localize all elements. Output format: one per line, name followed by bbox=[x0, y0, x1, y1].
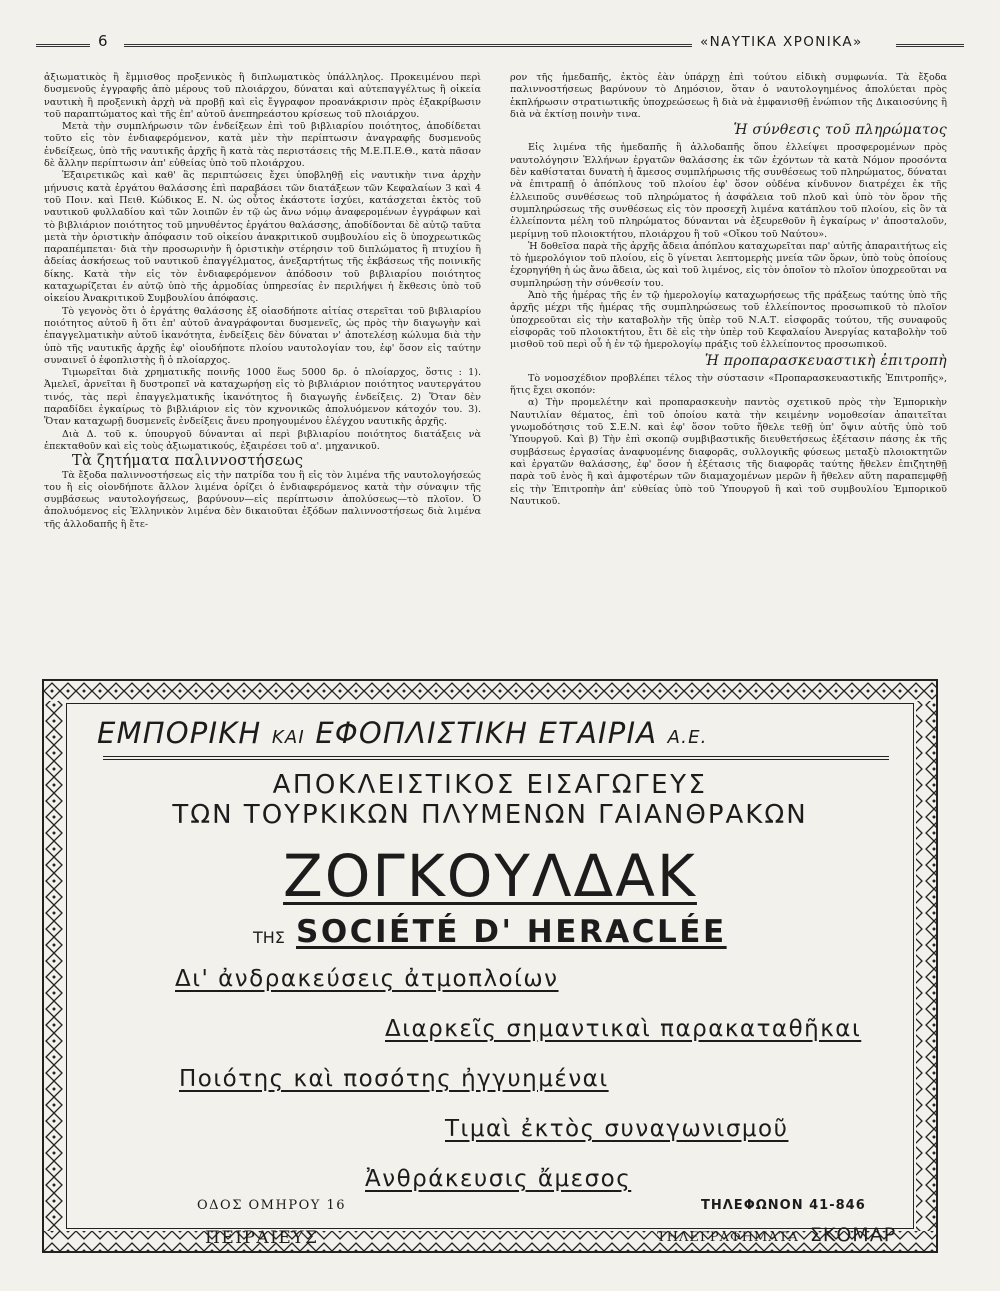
brand-name: ΖΟΓΚΟΥΛΔΑΚ bbox=[283, 842, 697, 910]
supplier-prefix: ΤΗΣ bbox=[253, 928, 285, 947]
company-title-and: ΚΑΙ bbox=[271, 727, 305, 748]
page-header bbox=[36, 32, 964, 54]
slogan: Ποιότης καὶ ποσότης ἠγγυημέναι bbox=[179, 1066, 609, 1092]
paragraph: Εἰς λιμένα τῆς ἡμεδαπῆς ἢ ἀλλοδαπῆς ὅπου ἐλλείψει προσφερομένων πρὸς ναυτολόγησιν Ἑλλήνων ἐργατῶν θαλάσσης ἐκ τῶν ἐχόντων τὰ κατὰ Νόμον προσόντα δὲν καθίσταται δυνατὴ ἡ ἄμεσος συμπλήρωσις τῆς συνθέσεως τοῦ πληρώματος, δύναται νὰ ἐπιτραπῇ ὁ ἀπόπλους τοῦ πλοίου ἐφ' ὅσον οὐδένα κίνδυνον διατρέχει ἐκ τῆς ἐλλειποῦς συνθέσεως τοῦ πληρώματος ἡ ἀσφάλεια τοῦ πλοῦ καὶ ὑπὸ τὸν ὅρον τῆς συμπληρώσεως τῆς συνθέσεως εἰς τὸν προσεχῆ λιμένα κατάπλου τοῦ πλοίου, εἰς ὃν τὰ ἐλλείποντα μέλη τοῦ πληρώματος δύνανται νὰ ἐξευρεθοῦν ἢ ἐγκαίρως ν' ἀποσταλοῦν, μερίμνῃ τοῦ πλοιοκτήτου, πλοιάρχου ἢ τοῦ «Οἴκου τοῦ Ναύτου». bbox=[510, 142, 947, 240]
paragraph: Τὰ ἔξοδα παλιννοστήσεως εἰς τὴν πατρίδα του ἢ εἰς τὸν λιμένα τῆς ναυτολογήσεώς του ἢ εἰς οἱονδήποτε ἄλλον λιμένα ὁρίζει ὁ ἐνδιαφερόμενος κατὰ τὴν σύναψιν τῆς συμβάσεως ναυτολογήσεως, βαρύνουν—εἰς περίπτωσιν ἀπολύσεως—τὸ πλοῖον. Ὁ ἀπολυόμενος εἰς Ἑλληνικὸν λιμένα δὲν δικαιοῦται ἐξόδων παλιννοστήσεως διὰ λιμένα τῆς ἀλλοδαπῆς ἢ ἔτε- bbox=[44, 469, 481, 530]
company-title-part: ΕΦΟΠΛΙΣΤΙΚΗ ΕΤΑΙΡΙΑ bbox=[304, 716, 668, 750]
section-heading-repatriation: Τὰ ζητήματα παλιννοστήσεως bbox=[72, 453, 304, 470]
paragraph: Τὸ νομοσχέδιον προβλέπει τέλος τὴν σύστασιν «Προπαρασκευαστικῆς Ἐπιτροπῆς», ἥτις ἔχει σκοπόν: bbox=[510, 372, 947, 397]
header-rule-right bbox=[896, 44, 964, 47]
company-title bbox=[97, 716, 887, 752]
section-heading-crew-composition: Ἡ σύνθεσις τοῦ πληρώματος bbox=[733, 122, 947, 139]
company-title-suffix: Α.Ε. bbox=[667, 727, 708, 748]
telegraph-value: ΣΚΟΜΑΡ bbox=[809, 1224, 897, 1246]
telegraph-address bbox=[657, 1224, 896, 1246]
paragraph: Ἀπὸ τῆς ἡμέρας τῆς ἐν τῷ ἡμερολογίῳ καταχωρήσεως τῆς πράξεως ταύτης ὑπὸ τῆς ἀρχῆς μέχρι τῆς ἡμέρας τῆς συμπληρώσεως τοῦ ἐλλείποντος προσωπικοῦ τὸ πλοῖον ὑποχρεοῦται εἰς τὴν καταβολὴν τῆς ὑπὲρ τοῦ Ν.Α.Τ. εἰσφορᾶς τούτου, τῆς συναφοῦς εἰσφορᾶς τοῦ πλοιοκτήτου, ἔτι δὲ εἰς τὴν ὑπὲρ τοῦ Κεφαλαίου Ἀνεργίας καταβολὴν τοῦ μισθοῦ τοῦ περὶ οὗ ἡ ἐν τῷ ἡμερολογίῳ πράξις τοῦ ἐλλείποντος προσωπικοῦ. bbox=[510, 290, 947, 351]
supplier-company bbox=[253, 914, 727, 950]
slogan: Διαρκεῖς σημαντικαὶ παρακαταθῆκαι bbox=[385, 1016, 862, 1042]
slogan: Ἀνθράκευσις ἄμεσος bbox=[365, 1166, 632, 1192]
advertisement-box bbox=[42, 679, 938, 1253]
paragraph: α) Τὴν προμελέτην καὶ προπαρασκευὴν παντὸς σχετικοῦ πρὸς τὴν Ἐμπορικὴν Ναυτιλίαν θέματος, ἐπὶ τοῦ ὁποίου κατὰ τὴν κειμένην νομοθεσίαν ἀπαιτεῖται γνωμοδότησις τοῦ Σ.Ε.Ν. καὶ ἐφ' ὅσον τοῦτο ἤθελε τεθῇ ὑπ' ὄψιν αὐτῆς ὑπὸ τοῦ Ὑπουργοῦ. Καὶ β) Τὴν ἐπὶ σκοπῷ συμβιβαστικῆς διευθετήσεως ἐξέτασιν πάσης ἐκ τῆς συμβάσεως ἐργασίας ἀναφυομένης διαφορᾶς, συλλογικῆς φύσεως μεταξὺ πλοιοκτητῶν καὶ ἐργατῶν θαλάσσης, ἐφ' ὅσον ἡ ἐξέτασις τῆς διαφορᾶς ταύτης ἤθελεν ἐπιζητηθῇ παρὰ τοῦ ἑνὸς ἢ καὶ ἀμφοτέρων τῶν διαμαχομένων μερῶν ἢ ἤθελεν αὕτη παραπεμφθῇ εἰς τὴν Ἐπιτροπὴν ἀπ' εὐθείας ὑπὸ τοῦ Ὑπουργοῦ ἢ καὶ τοῦ συμβουλίου Ἐμπορικοῦ Ναυτικοῦ. bbox=[510, 397, 947, 507]
exclusive-importer: ΑΠΟΚΛΕΙΣΤΙΚΟΣ ΕΙΣΑΓΩΓΕΥΣ bbox=[272, 770, 708, 800]
phone-number: ΤΗΛΕΦΩΝΟΝ 41-846 bbox=[701, 1198, 866, 1213]
paragraph: Διὰ Δ. τοῦ κ. ὑπουργοῦ δύνανται αἱ περὶ βιβλιαρίου ποιότητος διατάξεις νὰ ἐπεκταθοῦν καὶ εἰς τοὺς ἀξιωματικούς, ἐξαιρέσει τοῦ α'. μηχανικοῦ. bbox=[44, 428, 481, 452]
paragraph: ρον τῆς ἡμεδαπῆς, ἐκτὸς ἐὰν ὑπάρχῃ ἐπὶ τούτου εἰδικὴ συμφωνία. Τὰ ἔξοδα παλιννοστήσεως βαρύνουν τὸ Δημόσιον, ὅταν ὁ ναυτολογημένος ἀπολύεται πρὸς ἐκπλήρωσιν στρατιωτικῆς ὑποχρεώσεως ἢ διὰ νὰ ἐμφανισθῇ ἐνώπιον τῆς Δικαιοσύνης ἢ διὰ νὰ ἐκτίσῃ ποινὴν τινα. bbox=[510, 72, 947, 120]
street-address: ΟΔΟΣ ΟΜΗΡΟΥ 16 bbox=[197, 1198, 346, 1213]
paragraph: Ἐξαιρετικῶς καὶ καθ' ἃς περιπτώσεις ἔχει ὑποβληθῇ εἰς ναυτικὴν τινα ἀρχὴν μήνυσις κατὰ ἐργάτου θαλάσσης ἐπὶ παραβάσει τῶν διατάξεων τῶν Κεφαλαίων 3 καὶ 4 τοῦ Ποιν. καὶ Πειθ. Κώδικος Ε. Ν. ὡς οὗτος ἑκάστοτε ἰσχύει, κατάσχεται ἐκτὸς τοῦ ναυτικοῦ φυλλαδίου καὶ τῶν λοιπῶν ἐν τῷ ὡς ἄνω νόμῳ ἀναφερομένων ἐγγράφων καὶ τὸ βιβλιάριον ποιότητος τοῦ μηνυθέντος ἐργάτου θαλάσσης, ἀποδίδονται δὲ αὐτῷ ταῦτα μετὰ τὴν ὁριστικὴν ἀπόφασιν τοῦ οἰκείου ἀνακριτικοῦ συμβουλίου εἰς ὃ ὑποχρεωτικῶς παραπέμπεται· διὰ τὴν προσωρινὴν ἢ ὁριστικὴν στέρησιν τοῦ διπλώματος ἢ πτυχίου ἢ ἀδείας ἀσκήσεως τοῦ ναυτικοῦ ἐπαγγέλματος, ἀνεξαρτήτως τῆς ἐκβάσεως τῆς ποινικῆς δίκης. Κατὰ τὴν εἰς τὸν ἐνδιαφερόμενον ἀπόδοσιν τοῦ βιβλιαρίου ποιότητος καταχωρίζεται ἐν αὐτῷ ὑπὸ τῆς ἁρμοδίας ὑπηρεσίας ἐν περιλήψει ἡ ἔκθεσις ὑπὸ τοῦ οἰκείου Ἀνακριτικοῦ Συμβουλίου ἀπόφασις. bbox=[44, 170, 481, 305]
paragraph: Μετὰ τὴν συμπλήρωσιν τῶν ἐνδείξεων ἐπὶ τοῦ βιβλιαρίου ποιότητος, ἀποδίδεται τοῦτο εἰς τὸν ἐνδιαφερόμενον, κατὰ μὲν τὴν περίπτωσιν ἀναγραφῆς δυσμενοῦς ἐνδείξεως, ὑπὸ τῆς ναυτικῆς ἀρχῆς ἢ κατὰ τὰς περιστάσεις τῆς Μ.Ε.Π.Ε.Θ., κατὰ πᾶσαν δὲ ἄλλην περίπτωσιν ἀπ' εὐθείας ὑπὸ τοῦ πλοιάρχου. bbox=[44, 121, 481, 170]
paragraph: ἀξιωματικὸς ἢ ἔμμισθος προξενικὸς ἢ διπλωματικὸς ὑπάλληλος. Προκειμένου περὶ δυσμενοῦς ἐγγραφῆς ἀπὸ μέρους τοῦ πλοιάρχου, δύναται καὶ αὐτεπαγγέλτως ἢ οἰκεία ναυτικὴ ἢ προξενικὴ ἀρχὴ νὰ προβῇ καὶ εἰς ἔγγραφον προανάκρισιν πρὸς ἐξακρίβωσιν τοῦ παραπτώματος καὶ τῆς ἐπ' αὐτοῦ ἀνεπηρεάστου κρίσεως τοῦ πλοιάρχου. bbox=[44, 72, 481, 120]
page-number: 6 bbox=[98, 32, 108, 50]
section-heading-preparatory-committee: Ἡ προπαρασκευαστικὴ ἐπιτροπὴ bbox=[704, 352, 947, 369]
advertisement-content bbox=[66, 703, 914, 1248]
company-title-part: ΕΜΠΟΡΙΚΗ bbox=[97, 716, 272, 750]
header-rule-left bbox=[36, 44, 90, 47]
left-column bbox=[44, 72, 481, 531]
journal-title: «ΝΑΥΤΙΚΑ ΧΡΟΝΙΚΑ» bbox=[700, 34, 863, 50]
telegraph-label: ΤΗΛΕΓΡΑΦΗΜΑΤΑ bbox=[657, 1230, 799, 1245]
header-rule-middle bbox=[124, 44, 692, 47]
product-description: ΤΩΝ ΤΟΥΡΚΙΚΩΝ ΠΛΥΜΕΝΩΝ ΓΑΙΑΝΘΡΑΚΩΝ bbox=[172, 800, 808, 830]
paragraph: Τὸ γεγονὸς ὅτι ὁ ἐργάτης θαλάσσης ἐξ οἱασδήποτε αἰτίας στερεῖται τοῦ βιβλιαρίου ποιότητος αὐτοῦ ἢ ὅτι ἐπ' αὐτοῦ ἀναγράφονται δυσμενεῖς, ὡς πρὸς τὴν διαγωγὴν καὶ ἐπαγγελματικὴν αὐτοῦ ἱκανότητα, ἐνδείξεις δὲν δύναται ν' ἀποτελέσῃ κώλυμα διὰ τὴν ὑπὸ τῆς ναυτικῆς ἀρχῆς ἐφ' οἱουδήποτε πλοίου ναυτολογίαν του, ἐφ' ὅσον εἰς ταύτην συναινεῖ ὁ ἐφοπλιστὴς ἢ ὁ πλοίαρχος. bbox=[44, 305, 481, 366]
slogan: Δι' ἀνδρακεύσεις ἀτμοπλοίων bbox=[175, 966, 559, 992]
paragraph: Ἡ δοθεῖσα παρὰ τῆς ἀρχῆς ἄδεια ἀπόπλου καταχωρεῖται παρ' αὐτῆς ἀπαραιτήτως εἰς τὸ ἡμερολόγιον τοῦ πλοίου, εἰς ὃ γίνεται λεπτομερὴς μνεία τῶν ὅρων, ὑπὸ τοὺς ὁποίους ἐχορηγήθη ἡ ὡς ἄνω ἄδεια, ὡς καὶ τοῦ λιμένος, εἰς τὸν ὁποῖον τὸ πλοῖον ὑποχρεοῦται να συμπληρώσῃ τὴν σύνθεσίν του. bbox=[510, 240, 947, 289]
title-rule bbox=[103, 756, 889, 760]
paragraph: Τιμωρεῖται διὰ χρηματικῆς ποινῆς 1000 ἕως 5000 δρ. ὁ πλοίαρχος, ὅστις : 1). Ἀμελεῖ, ἀρνεῖται ἢ δυστροπεῖ νὰ καταχωρήσῃ εἰς τὸ βιβλιάριον ποιότητος ναυτεργάτου τινός, τὰς περὶ ἐπαγγελματικῆς ἱκανότητος ἢ διαγωγῆς ἐνδείξεις. 2) Ὅταν δὲν παραδίδει ἐγκαίρως τὸ βιβλιάριον εἰς τὸν κχνονικῶς ἀπολυόμενον κάτοχόν του. 3). Ὅταν καταχωρῇ δυσμενεῖς ἐνδείξεις ἄνευ προηγουμένου ἐλέγχου ναυτικῆς ἀρχῆς. bbox=[44, 367, 481, 428]
supplier-name: SOCIÉTÉ D' HERACLÉE bbox=[296, 914, 727, 950]
right-column bbox=[510, 72, 947, 508]
slogan: Τιμαὶ ἐκτὸς συναγωνισμοῦ bbox=[445, 1116, 789, 1142]
city: ΠΕΙΡΑΙΕΥΣ bbox=[205, 1228, 319, 1248]
